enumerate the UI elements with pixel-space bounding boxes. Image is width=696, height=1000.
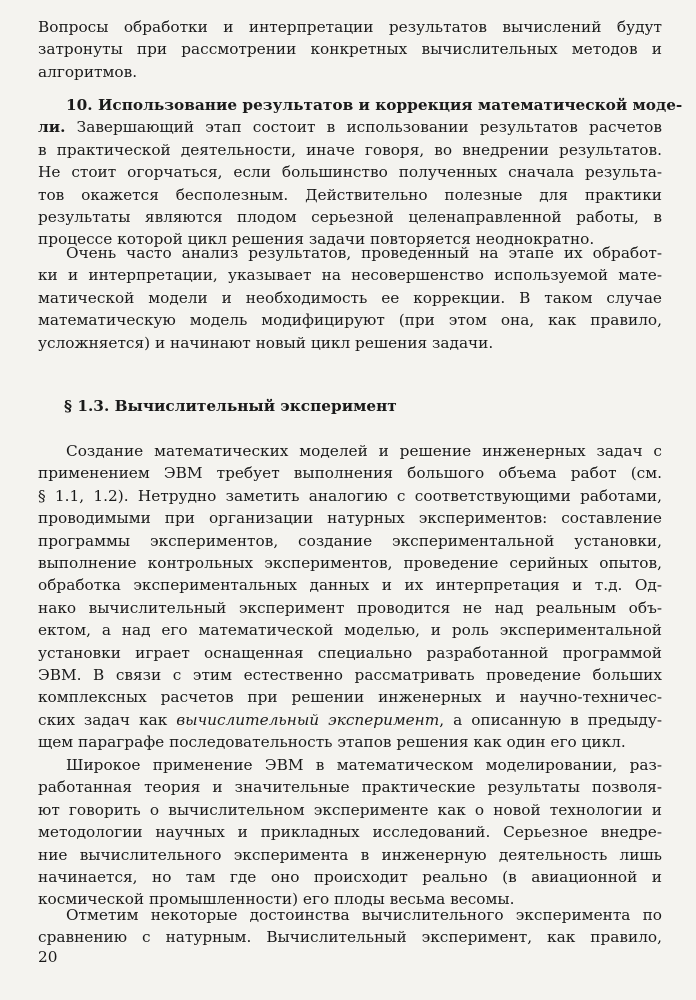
text-line: космической промышленности) его плоды весьма весомы.: [38, 890, 515, 909]
text-fragment: , а описанную в предыду-: [439, 710, 662, 729]
page-number: 20: [38, 948, 58, 966]
paragraph-advantages: [38, 904, 662, 949]
text-line: тов окажется бесполезным. Действительно полезные для практики: [38, 185, 662, 204]
text-line: Очень часто анализ результатов, проведенный на этапе их обработ-: [66, 244, 662, 262]
text-line: программы экспериментов, создание экспериментальной установки,: [38, 531, 662, 550]
text-line: результаты являются плодом серьезной целенаправленной работы, в: [38, 208, 662, 227]
text-line: [38, 116, 662, 138]
section-heading: § 1.3. Вычислительный эксперимент: [64, 397, 397, 415]
paragraph-item-10: [38, 94, 683, 251]
text-line: щем параграфе последовательность этапов решения как один его цикл.: [38, 733, 626, 752]
text-line: работанная теория и значительные практические результаты позволя-: [38, 778, 662, 797]
text-line: обработка экспериментальных данных и их интерпретация и т.д. Од-: [38, 576, 662, 595]
text-line: математическую модель модифицируют (при этом она, как правило,: [38, 311, 662, 330]
text-line: [38, 709, 662, 731]
text-line: применением ЭВМ требует выполнения большого объема работ (см.: [38, 464, 662, 483]
text-line: матической модели и необходимость ее коррекции. В таком случае: [38, 288, 662, 307]
item-10-first-rest: Завершающий этап состоит в использовании результатов расчетов: [65, 118, 662, 137]
text-line: процессе которой цикл решения задачи повторяется неоднократно.: [38, 230, 595, 249]
text-line: в практической деятельности, иначе говоря, во внедрении результатов.: [38, 140, 662, 159]
text-line: начинается, но там где оно происходит реально (в авиационной и: [38, 868, 662, 887]
text-line: § 1.1, 1.2). Нетрудно заметить аналогию с соответствующими работами,: [38, 486, 662, 505]
text-line: Не стоит огорчаться, если большинство полученных сначала результа-: [38, 163, 662, 182]
text-line: сравнению с натурным. Вычислительный эксперимент, как правило,: [38, 928, 662, 947]
item-10-title: [38, 94, 683, 116]
text-fragment: ских задач как: [38, 710, 177, 729]
text-line: нако вычислительный эксперимент проводится не над реальным объ-: [38, 598, 662, 617]
item-10-title-end: ли.: [38, 118, 66, 137]
paragraph-creation: [38, 440, 662, 754]
text-line: Вопросы обработки и интерпретации результатов вычислений будут: [38, 18, 662, 36]
paragraph-intro: [38, 16, 662, 83]
text-line: алгоритмов.: [38, 62, 138, 81]
text-line: установки играет оснащенная специально разработанной программой: [38, 643, 662, 662]
text-line: затронуты при рассмотрении конкретных вычислительных методов и: [38, 40, 662, 59]
item-10-title-text: 10. Использование результатов и коррекция математической моде-: [66, 96, 683, 114]
paragraph-analysis: [38, 242, 662, 354]
text-line: ектом, а над его математической моделью, и роль экспериментальной: [38, 621, 662, 640]
text-line: Отметим некоторые достоинства вычислительного эксперимента по: [66, 906, 662, 924]
text-line: усложняется) и начинают новый цикл решения задачи.: [38, 333, 494, 352]
text-line: Создание математических моделей и решение инженерных задач с: [66, 442, 662, 460]
text-line: ки и интерпретации, указывает на несовершенство используемой мате-: [38, 266, 662, 285]
text-line: проводимыми при организации натурных экспериментов: составление: [38, 509, 662, 528]
text-line: методологии научных и прикладных исследований. Серьезное внедре-: [38, 823, 662, 842]
text-line: Широкое применение ЭВМ в математическом моделировании, раз-: [66, 756, 662, 774]
text-line: ние вычислительного эксперимента в инженерную деятельность лишь: [38, 845, 662, 864]
text-line: выполнение контрольных экспериментов, проведение серийных опытов,: [38, 554, 662, 573]
text-line: ЭВМ. В связи с этим естественно рассматривать проведение больших: [38, 666, 662, 685]
text-line: комплексных расчетов при решении инженерных и научно-техничес-: [38, 688, 662, 707]
emphasized-term: вычислительный эксперимент: [176, 710, 440, 729]
paragraph-wide-application: [38, 754, 662, 911]
text-line: ют говорить о вычислительном эксперименте как о новой технологии и: [38, 800, 662, 819]
